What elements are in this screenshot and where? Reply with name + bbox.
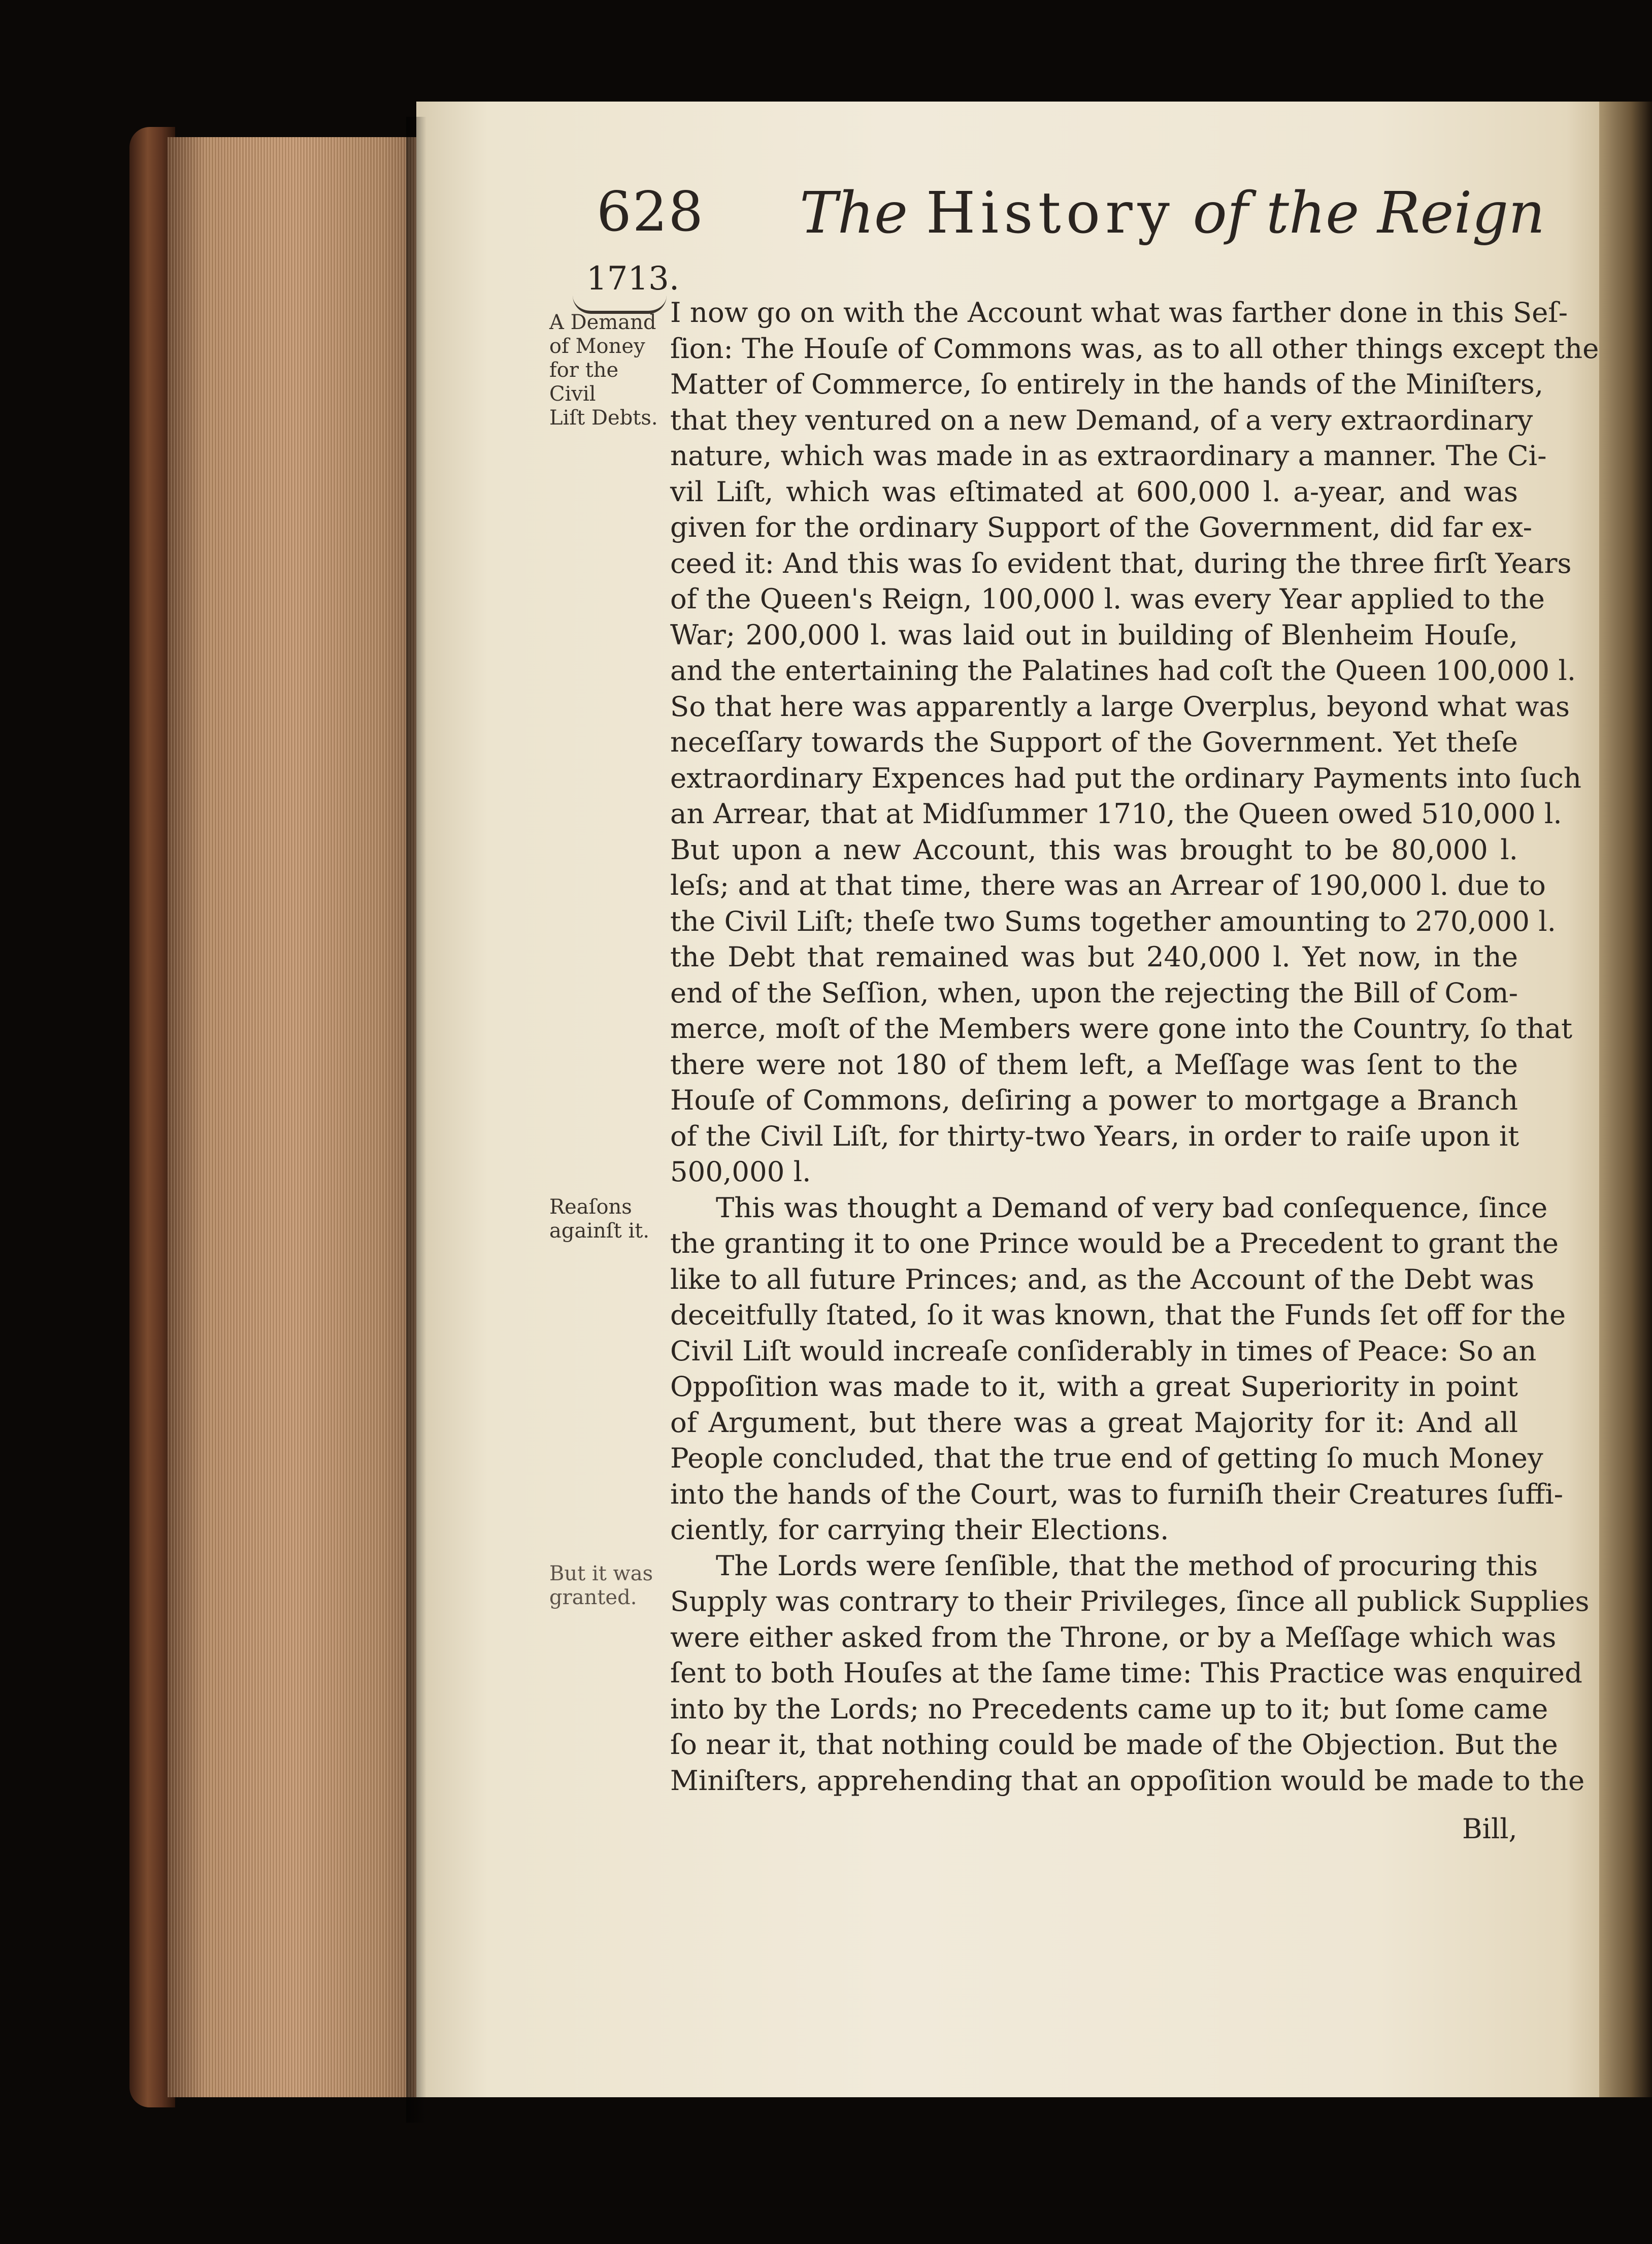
text-line: neceſſary towards the Support of the Government. Yet theſe xyxy=(670,726,1518,758)
margin-note-line: Reaſons xyxy=(549,1195,632,1219)
margin-note-demand xyxy=(549,311,664,430)
text-line: Civil Liſt would increaſe conſiderably in times of Peace: So an xyxy=(670,1334,1537,1367)
paragraph-1 xyxy=(670,295,1599,1190)
text-line: deceitfully ſtated, ſo it was known, that the Funds ſet off for the xyxy=(670,1298,1566,1331)
text-line: So that here was apparently a large Overplus, beyond what was xyxy=(670,690,1570,723)
text-line: end of the Seſſion, when, upon the rejecting the Bill of Com- xyxy=(670,976,1518,1009)
paragraph-3 xyxy=(670,1548,1590,1799)
paragraph-2 xyxy=(670,1190,1566,1548)
text-line: leſs; and at that time, there was an Arrear of 190,000 l. due to xyxy=(670,869,1546,901)
text-line: ceed it: And this was ſo evident that, during the three firſt Years xyxy=(670,546,1572,579)
page-number: 628 xyxy=(597,180,705,244)
text-line: of the Queen's Reign, 100,000 l. was every Year applied to the xyxy=(670,582,1545,615)
text-line: an Arrear, that at Midſummer 1710, the Queen owed 510,000 l. xyxy=(670,797,1562,830)
text-line: Oppoſition was made to it, with a great Superiority in point xyxy=(670,1370,1518,1403)
margin-note-line: againſt it. xyxy=(549,1219,650,1243)
text-line: ciently, for carrying their Elections. xyxy=(670,1513,1169,1546)
text-line: there were not 180 of them left, a Meſſage was ſent to the xyxy=(670,1048,1518,1081)
text-line: This was thought a Demand of very bad conſequence, ſince xyxy=(716,1191,1548,1224)
title-rest: of the Reign xyxy=(1174,180,1545,246)
text-line: vil Liſt, which was eſtimated at 600,000 l. a-year, and was xyxy=(670,475,1518,508)
running-header xyxy=(597,180,1545,262)
text-line: of the Civil Liſt, for thirty-two Years, in order to raiſe upon it xyxy=(670,1119,1519,1152)
title-the: The xyxy=(800,180,926,246)
text-line: ſent to both Houſes at the ſame time: This Practice was enquired xyxy=(670,1656,1582,1689)
gutter-shadow xyxy=(406,117,426,2123)
running-title xyxy=(800,180,1545,246)
text-line: merce, moſt of the Members were gone into the Country, ſo that xyxy=(670,1012,1573,1045)
text-line: the granting it to one Prince would be a Precedent to grant the xyxy=(670,1227,1559,1259)
text-line: nature, which was made in as extraordinary a manner. The Ci- xyxy=(670,439,1547,472)
text-line: I now go on with the Account what was farther done in this Seſ- xyxy=(670,296,1568,329)
text-line: ſion: The Houſe of Commons was, as to all other things except the xyxy=(670,332,1599,365)
text-line: Supply was contrary to their Privileges, ſince all publick Supplies xyxy=(670,1585,1590,1617)
catchword: Bill, xyxy=(1462,1813,1517,1845)
text-line: People concluded, that the true end of getting ſo much Money xyxy=(670,1442,1543,1474)
text-line: given for the ordinary Support of the Government, did far ex- xyxy=(670,511,1532,543)
text-line: ſo near it, that nothing could be made of the Objection. But the xyxy=(670,1728,1558,1761)
text-line: The Lords were ſenſible, that the method of procuring this xyxy=(716,1549,1538,1582)
text-line: and the entertaining the Palatines had coſt the Queen 100,000 l. xyxy=(670,654,1576,687)
text-line: were either asked from the Throne, or by a Meſſage which was xyxy=(670,1620,1557,1653)
text-line: like to all future Princes; and, as the Account of the Debt was xyxy=(670,1262,1534,1295)
text-line: 500,000 l. xyxy=(670,1155,811,1188)
margin-note-line: But it was xyxy=(549,1562,653,1585)
margin-note-line: granted. xyxy=(549,1586,637,1609)
text-line: the Debt that remained was but 240,000 l. Yet now, in the xyxy=(670,940,1518,973)
margin-note-line: A Demand xyxy=(549,311,656,334)
body-text xyxy=(670,295,1599,1798)
margin-note-line: Liſt Debts. xyxy=(549,406,658,430)
page-edges xyxy=(168,137,421,2097)
margin-note-granted xyxy=(549,1562,664,1610)
margin-note-reasons xyxy=(549,1195,664,1243)
text-line: the Civil Liſt; theſe two Sums together amounting to 270,000 l. xyxy=(670,904,1556,937)
text-line: that they ventured on a new Demand, of a very extraordinary xyxy=(670,403,1533,436)
year-marginal: 1713. xyxy=(586,260,680,298)
text-line: Matter of Commerce, ſo entirely in the hands of the Miniſters, xyxy=(670,368,1544,400)
text-line: of Argument, but there was a great Majority for it: And all xyxy=(670,1406,1518,1439)
margin-note-line: of Money xyxy=(549,335,645,358)
right-page-shadow xyxy=(1599,102,1652,2097)
text-line: into the hands of the Court, was to furniſh their Creatures ſuffi- xyxy=(670,1477,1564,1510)
text-line: But upon a new Account, this was brought to be 80,000 l. xyxy=(670,833,1518,866)
text-line: War; 200,000 l. was laid out in building of Blenheim Houſe, xyxy=(670,618,1518,651)
margin-note-line: for the Civil xyxy=(549,359,619,406)
text-line: into by the Lords; no Precedents came up to it; but ſome came xyxy=(670,1692,1548,1725)
text-line: Houſe of Commons, deſiring a power to mortgage a Branch xyxy=(670,1084,1518,1116)
title-history: History xyxy=(926,180,1175,246)
text-line: extraordinary Expences had put the ordinary Payments into ſuch xyxy=(670,761,1581,794)
text-line: Miniſters, apprehending that an oppoſition would be made to the xyxy=(670,1764,1585,1797)
